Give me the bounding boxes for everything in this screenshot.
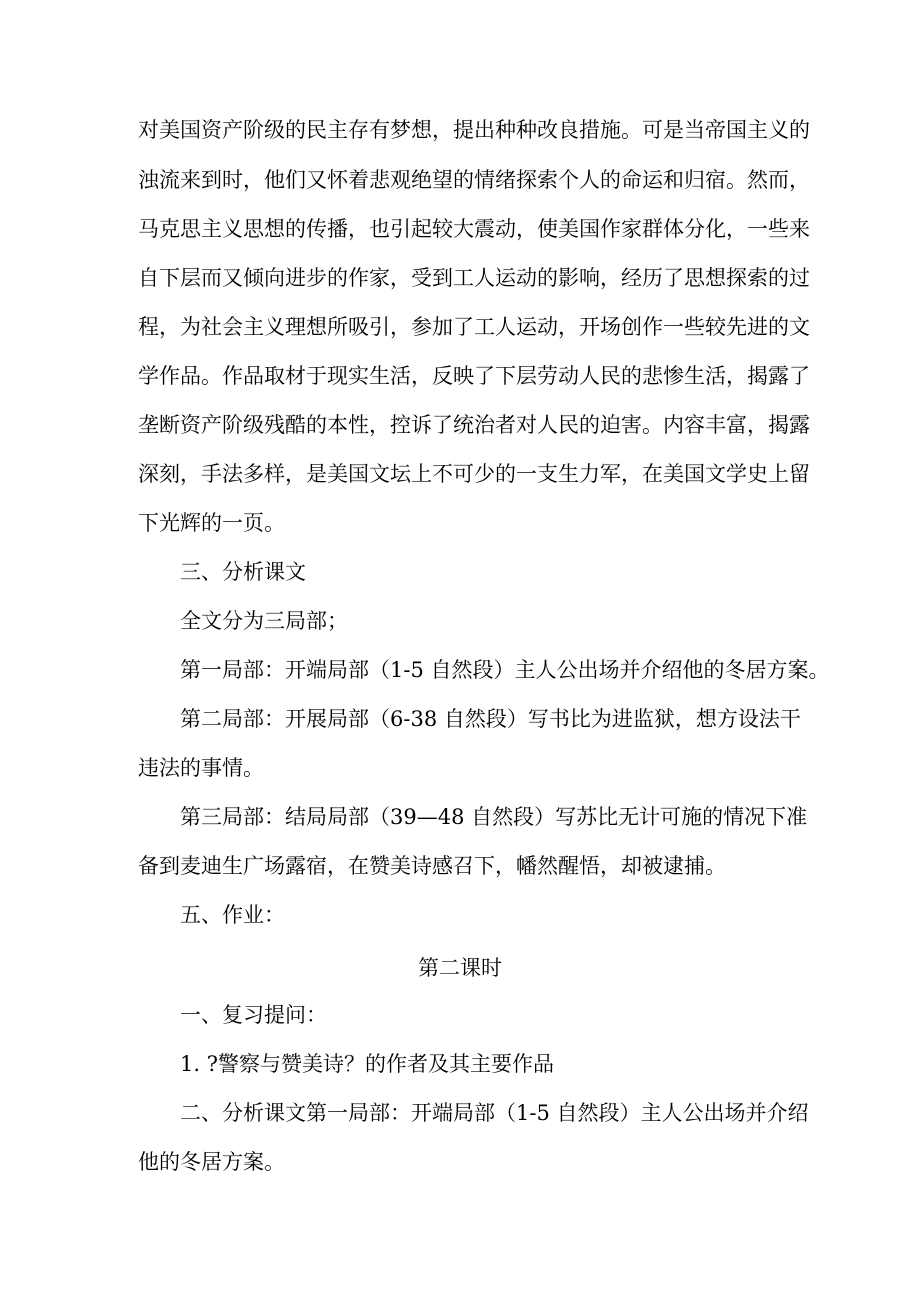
paragraph-line: 学作品。作品取材于现实生活，反映了下层劳动人民的悲惨生活，揭露了: [138, 364, 810, 388]
part-three-line: 第三局部：结局局部（39—48 自然段）写苏比无计可施的情况下准: [180, 805, 808, 829]
part-one-line: 第一局部：开端局部（1-5 自然段）主人公出场并介绍他的冬居方案。: [180, 658, 830, 682]
lesson-title: 第二课时: [418, 956, 502, 980]
part-three-line: 备到麦迪生广场露宿，在赞美诗感召下，幡然醒悟，却被逮捕。: [138, 854, 726, 878]
section-heading: 一、复习提问：: [180, 1003, 327, 1027]
review-question: 1. ?警察与赞美诗？的作者及其主要作品: [180, 1052, 554, 1076]
paragraph-line: 下光辉的一页。: [138, 511, 285, 535]
paragraph-line: 垄断资产阶级残酷的本性，控诉了统治者对人民的迫害。内容丰富，揭露: [138, 413, 810, 437]
analysis-line: 二、分析课文第一局部：开端局部（1-5 自然段）主人公出场并介绍: [180, 1101, 809, 1125]
section-heading: 三、分析课文: [180, 560, 306, 584]
part-two-line: 违法的事情。: [138, 756, 264, 780]
paragraph-line: 程，为社会主义理想所吸引，参加了工人运动，开场创作一些较先进的文: [138, 315, 810, 339]
section-heading: 五、作业：: [180, 903, 285, 927]
paragraph-line: 浊流来到时，他们又怀着悲观绝望的情绪探索个人的命运和归宿。然而，: [138, 168, 810, 192]
paragraph-line: 马克思主义思想的传播，也引起较大震动，使美国作家群体分化，一些来: [138, 217, 810, 241]
paragraph-line: 自下层而又倾向进步的作家，受到工人运动的影响，经历了思想探索的过: [138, 266, 810, 290]
section-intro: 全文分为三局部；: [180, 609, 348, 633]
analysis-line: 他的冬居方案。: [138, 1150, 285, 1174]
paragraph-line: 深刻，手法多样，是美国文坛上不可少的一支生力军，在美国文学史上留: [138, 462, 810, 486]
paragraph-line: 对美国资产阶级的民主存有梦想，提出种种改良措施。可是当帝国主义的: [138, 118, 810, 142]
part-two-line: 第二局部：开展局部（6-38 自然段）写书比为进监狱，想方设法干: [180, 707, 801, 731]
